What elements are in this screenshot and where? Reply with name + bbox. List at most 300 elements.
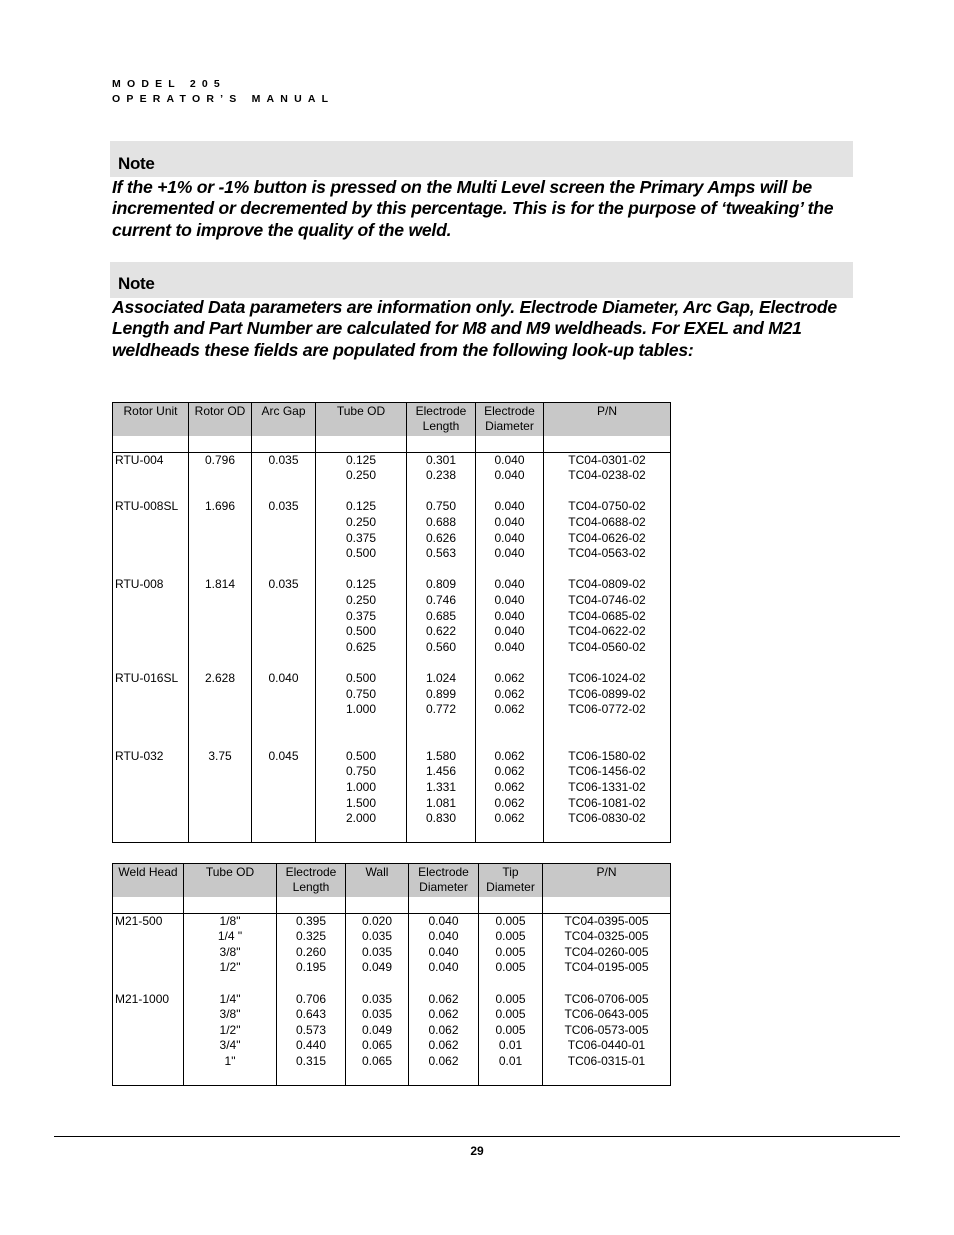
table-cell: 1.580 [407,749,476,765]
table-cell: TC04-0688-02 [544,515,671,531]
table-cell: 0.195 [277,960,346,976]
table-cell [407,827,476,843]
table-row [113,531,671,547]
table-cell: 0.643 [277,1007,346,1023]
table-cell: 0.062 [409,1038,479,1054]
table-cell [113,1054,184,1070]
table-cell [409,1070,479,1086]
table-cell: 0.035 [346,945,409,961]
note-text: If the +1% or -1% button is pressed on the Multi Level screen the Primary Amps will be incremented or decremented by this percentage. This is for the purpose of ‘tweaking’ the current to improve the quality of the weld. [112,177,834,240]
table-cell [476,718,544,734]
table-cell [184,1070,277,1086]
table-cell: TC04-0809-02 [544,577,671,593]
table-cell [189,702,252,718]
table-cell: 0.035 [252,452,316,468]
table-cell [407,562,476,578]
table-cell: 0.500 [316,624,407,640]
table-cell: TC04-0325-005 [543,929,671,945]
table-row [113,780,671,796]
table-cell [189,640,252,656]
page-number: 29 [470,1144,484,1158]
table-cell [113,780,189,796]
table-cell: 0.005 [479,913,543,929]
table-cell: 0.375 [316,531,407,547]
table-cell [252,546,316,562]
table-cell: 1.331 [407,780,476,796]
column-header: P/N [544,403,671,437]
table-cell [252,655,316,671]
table-cell [252,562,316,578]
table-cell: 0.005 [479,1007,543,1023]
table-cell: 1/4 " [184,929,277,945]
table-cell: 0.062 [409,1054,479,1070]
table-cell [252,687,316,703]
table-cell: 0.040 [476,593,544,609]
table-cell: 0.125 [316,577,407,593]
table-cell: 0.062 [476,811,544,827]
table-cell: 0.035 [346,992,409,1008]
table-cell [277,897,346,913]
table-cell: 0.065 [346,1038,409,1054]
header-model: MODEL 205 [112,78,226,90]
table-cell [189,733,252,749]
table-cell: 1/2" [184,1023,277,1039]
table-row [113,702,671,718]
table-cell: TC04-0195-005 [543,960,671,976]
table-row [113,436,671,452]
table-cell [189,796,252,812]
table-cell: 0.062 [409,992,479,1008]
table-header-row [113,864,671,898]
table-cell: 0.622 [407,624,476,640]
table-cell [252,624,316,640]
table-cell [476,436,544,452]
table-cell: RTU-032 [113,749,189,765]
table-cell: 0.563 [407,546,476,562]
table-cell [252,811,316,827]
table-row [113,992,671,1008]
table-cell: TC06-1456-02 [544,764,671,780]
table-row [113,546,671,562]
table-row [113,1054,671,1070]
table-cell [184,897,277,913]
table-cell [252,515,316,531]
table-cell: 0.809 [407,577,476,593]
table-cell: 0.830 [407,811,476,827]
table-cell: 0.325 [277,929,346,945]
table-cell [113,976,184,992]
table-cell: 0.040 [476,609,544,625]
table-cell: 1.000 [316,702,407,718]
table-cell: 0.688 [407,515,476,531]
table-cell [479,976,543,992]
column-header: Weld Head [113,864,184,898]
table-row [113,749,671,765]
table-row [113,609,671,625]
table-cell [113,593,189,609]
table-cell [346,897,409,913]
table-row [113,687,671,703]
table-row [113,733,671,749]
table-cell [113,702,189,718]
table-cell [316,436,407,452]
table-cell: 0.062 [476,780,544,796]
table-cell: 0.035 [252,577,316,593]
table-cell: 1.024 [407,671,476,687]
table-cell [252,702,316,718]
table-cell [409,897,479,913]
table-cell: 0.040 [409,960,479,976]
table-cell: TC06-0315-01 [543,1054,671,1070]
table-cell: 0.573 [277,1023,346,1039]
table-row [113,1070,671,1086]
table-row [113,796,671,812]
table-cell [113,436,189,452]
table-cell: 1.814 [189,577,252,593]
table-cell [113,687,189,703]
table-cell: 0.062 [476,749,544,765]
table-cell [184,976,277,992]
table-cell: M21-500 [113,913,184,929]
table-cell: TC06-0899-02 [544,687,671,703]
column-header: Electrode Diameter [409,864,479,898]
table-cell: 0.796 [189,452,252,468]
table-cell [252,609,316,625]
table-cell [189,811,252,827]
table-cell: 0.040 [476,531,544,547]
table-row [113,945,671,961]
table-cell [189,624,252,640]
table-row [113,1023,671,1039]
table-cell: 0.062 [476,702,544,718]
table-cell [189,484,252,500]
table-cell: 1.456 [407,764,476,780]
table-cell [113,1038,184,1054]
column-header: Tube OD [184,864,277,898]
table-cell: TC06-0643-005 [543,1007,671,1023]
table-cell: 0.040 [476,452,544,468]
table-cell [189,780,252,796]
table-cell [277,976,346,992]
table-cell: 0.750 [407,499,476,515]
rotor-unit-table [112,402,671,843]
table-row [113,897,671,913]
table-cell: 3/8" [184,1007,277,1023]
column-header: Electrode Length [277,864,346,898]
table-cell: 0.040 [252,671,316,687]
table-cell [252,764,316,780]
table-cell [113,484,189,500]
table-cell: TC04-0626-02 [544,531,671,547]
table-cell: 0.250 [316,468,407,484]
table-cell [346,1070,409,1086]
table-row [113,1007,671,1023]
table-row [113,515,671,531]
table-cell: 0.045 [252,749,316,765]
table-cell: 1/2" [184,960,277,976]
table-cell: 0.062 [476,687,544,703]
table-cell: 0.040 [409,929,479,945]
table-cell: 0.005 [479,992,543,1008]
table-cell: 0.062 [476,796,544,812]
table-row [113,913,671,929]
table-cell: TC04-0238-02 [544,468,671,484]
table-cell: 1" [184,1054,277,1070]
table-row [113,593,671,609]
table-cell: TC06-0573-005 [543,1023,671,1039]
table-cell: 0.035 [346,929,409,945]
table-cell: 0.040 [409,945,479,961]
table-cell [252,796,316,812]
table-cell [407,655,476,671]
table-cell [252,436,316,452]
table-cell: 0.750 [316,687,407,703]
column-header: Arc Gap [252,403,316,437]
table-cell: 3.75 [189,749,252,765]
table-cell [189,593,252,609]
table-cell: TC06-1081-02 [544,796,671,812]
table-cell [316,827,407,843]
table-cell: TC04-0560-02 [544,640,671,656]
note-bar [110,141,853,177]
table-cell: TC04-0685-02 [544,609,671,625]
table-cell [316,733,407,749]
table-header-row [113,403,671,437]
table-row [113,960,671,976]
table-cell [113,515,189,531]
column-header: Rotor Unit [113,403,189,437]
table-cell: 0.040 [476,640,544,656]
table-cell [113,624,189,640]
table-cell: 0.062 [476,764,544,780]
table-cell: 1.500 [316,796,407,812]
table-row [113,764,671,780]
table-cell [189,436,252,452]
table-cell: 0.040 [476,624,544,640]
table-cell [252,484,316,500]
table-cell: TC04-0301-02 [544,452,671,468]
table-cell [113,945,184,961]
table-cell: 0.125 [316,499,407,515]
column-header: Tip Diameter [479,864,543,898]
table-cell: 0.040 [476,468,544,484]
table-cell: 3/8" [184,945,277,961]
table-cell: 0.772 [407,702,476,718]
table-cell [113,640,189,656]
table-cell: 0.035 [346,1007,409,1023]
table-cell: 1.081 [407,796,476,812]
column-header: Rotor OD [189,403,252,437]
table-cell: 2.628 [189,671,252,687]
table-cell: 0.500 [316,671,407,687]
table-cell [252,780,316,796]
table-cell [252,733,316,749]
table-cell [113,929,184,945]
table-cell [476,655,544,671]
table-cell: 0.626 [407,531,476,547]
table-cell: 0.750 [316,764,407,780]
table-row [113,452,671,468]
table-cell: 0.746 [407,593,476,609]
table-cell [409,976,479,992]
table-cell: 0.040 [476,515,544,531]
table-cell [189,655,252,671]
table-cell: TC04-0622-02 [544,624,671,640]
table-cell [346,976,409,992]
column-header: Electrode Diameter [476,403,544,437]
table-cell [407,733,476,749]
table-cell [113,1023,184,1039]
note-title: Note [118,274,155,293]
table-cell [113,897,184,913]
table-cell: 0.685 [407,609,476,625]
table-row [113,562,671,578]
table-cell [479,1070,543,1086]
table-cell: TC06-0772-02 [544,702,671,718]
table-cell [113,609,189,625]
table-cell [113,764,189,780]
table-cell [189,718,252,734]
table-cell: RTU-004 [113,452,189,468]
table-cell: TC04-0750-02 [544,499,671,515]
table-cell: 0.260 [277,945,346,961]
table-cell [476,484,544,500]
table-cell: 0.706 [277,992,346,1008]
table-cell [544,562,671,578]
table-cell [189,609,252,625]
table-cell: 0.301 [407,452,476,468]
table-cell [543,897,671,913]
table-cell: 0.040 [476,577,544,593]
table-cell: 0.040 [409,913,479,929]
table-cell: 1.696 [189,499,252,515]
table-cell: 0.049 [346,960,409,976]
table-cell: 0.500 [316,749,407,765]
document-header [112,77,334,107]
table-cell [113,468,189,484]
table-cell: 0.040 [476,499,544,515]
table-cell [252,531,316,547]
table-cell [252,640,316,656]
table-cell [544,655,671,671]
note-text: Associated Data parameters are information only. Electrode Diameter, Arc Gap, Electrode Length and Part Number are calculated for M8 and M9 weldheads. For EXEL and M21 weldheads these fields are populated from the following look-up tables: [112,297,837,360]
table-cell [479,897,543,913]
table-cell: 0.440 [277,1038,346,1054]
table-cell [544,436,671,452]
table-cell: 1/4" [184,992,277,1008]
table-cell: 0.250 [316,593,407,609]
table-cell [543,1070,671,1086]
table-row [113,811,671,827]
table-cell [407,718,476,734]
table-cell [476,562,544,578]
table-cell: 2.000 [316,811,407,827]
table-cell [189,562,252,578]
table-cell: 0.062 [476,671,544,687]
table-cell [113,531,189,547]
table-cell: TC04-0260-005 [543,945,671,961]
table-row [113,577,671,593]
table-cell: 0.065 [346,1054,409,1070]
table-cell [543,976,671,992]
table-cell [316,655,407,671]
table-cell: 0.250 [316,515,407,531]
table-cell: 0.020 [346,913,409,929]
table-row [113,468,671,484]
table-cell [316,718,407,734]
note-title: Note [118,154,155,173]
table-cell [277,1070,346,1086]
column-header: Electrode Length [407,403,476,437]
table-cell: 0.899 [407,687,476,703]
table-cell [544,718,671,734]
note-bar [110,262,853,298]
table-cell: TC06-0830-02 [544,811,671,827]
table-cell: 0.062 [409,1023,479,1039]
table-cell [113,1007,184,1023]
table-cell [113,960,184,976]
table-cell: 0.005 [479,960,543,976]
table-cell: TC06-0440-01 [543,1038,671,1054]
table-row [113,976,671,992]
table-cell [113,1070,184,1086]
table-cell: TC04-0395-005 [543,913,671,929]
table-cell [113,811,189,827]
table-cell [113,718,189,734]
table-cell [252,468,316,484]
table-cell: 0.395 [277,913,346,929]
table-row [113,929,671,945]
table-cell: RTU-016SL [113,671,189,687]
table-cell [113,796,189,812]
table-cell: RTU-008 [113,577,189,593]
table-cell: TC04-0746-02 [544,593,671,609]
table-cell: TC06-1580-02 [544,749,671,765]
table-cell [476,827,544,843]
table-cell [189,764,252,780]
table-cell [316,562,407,578]
table-cell: 0.062 [409,1007,479,1023]
table-cell: TC06-1024-02 [544,671,671,687]
table-cell [189,468,252,484]
table-cell: 0.315 [277,1054,346,1070]
table-cell: 0.049 [346,1023,409,1039]
table-cell: M21-1000 [113,992,184,1008]
table-cell: 0.125 [316,452,407,468]
table-cell: 0.005 [479,929,543,945]
header-manual: OPERATOR’S MANUAL [112,93,335,105]
table-cell: 0.005 [479,1023,543,1039]
table-cell: TC04-0563-02 [544,546,671,562]
table-cell [407,484,476,500]
table-cell: 0.500 [316,546,407,562]
table-cell [189,515,252,531]
table-cell: 0.040 [476,546,544,562]
table-cell [252,827,316,843]
table-cell [113,827,189,843]
table-cell: 0.375 [316,609,407,625]
table-row [113,484,671,500]
footer-rule [54,1136,900,1137]
table-cell [113,655,189,671]
table-cell [252,718,316,734]
column-header: Wall [346,864,409,898]
weld-head-table [112,863,671,1086]
column-header: P/N [543,864,671,898]
table-row [113,1038,671,1054]
table-row [113,827,671,843]
table-row [113,671,671,687]
